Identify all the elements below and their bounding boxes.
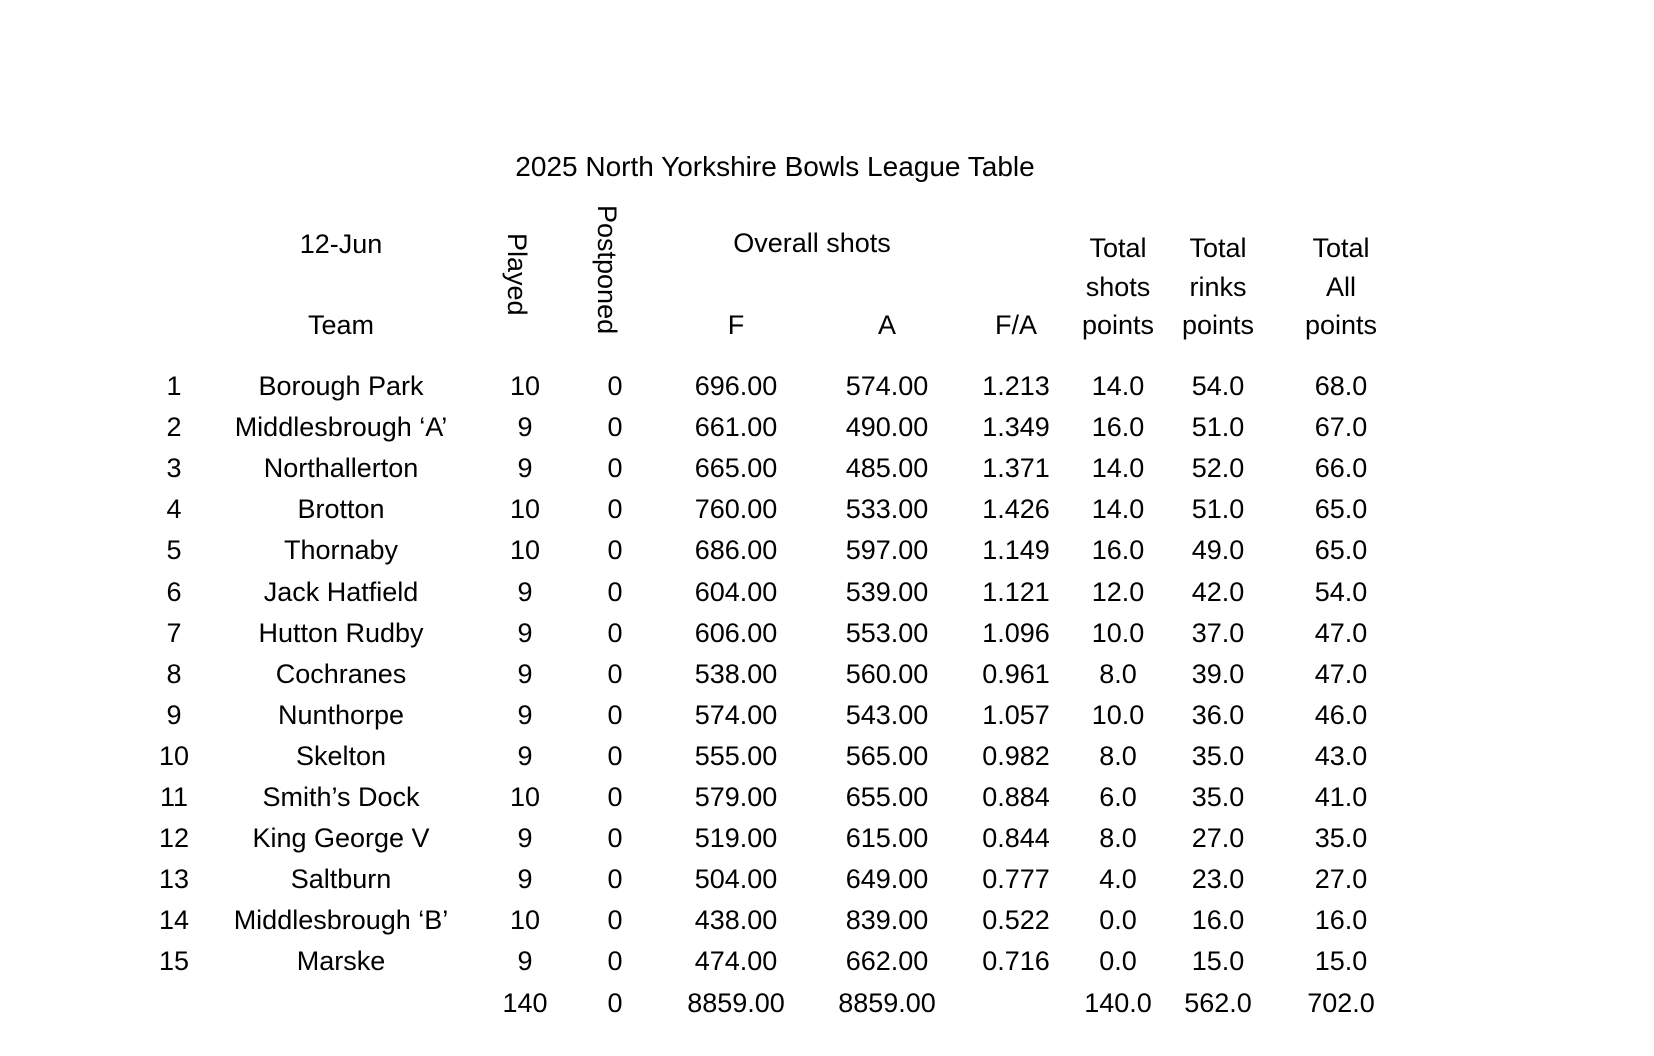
all-points-header-line: Total bbox=[1312, 233, 1370, 263]
played-cell: 9 bbox=[517, 946, 533, 977]
shots-points-cell: 16.0 bbox=[1091, 535, 1145, 566]
shots-points-cell: 8.0 bbox=[1099, 658, 1137, 689]
fa-ratio-cell: 1.057 bbox=[982, 699, 1050, 730]
shots-for-cell: 574.00 bbox=[694, 699, 778, 730]
all-points-cell: 66.0 bbox=[1314, 453, 1368, 484]
rinks-points-header-line: points bbox=[1181, 310, 1255, 340]
postponed-cell: 0 bbox=[607, 453, 623, 484]
table-row bbox=[0, 699, 1654, 742]
fa-ratio-cell: 0.884 bbox=[982, 782, 1050, 812]
fa-ratio-cell: 1.149 bbox=[982, 535, 1050, 566]
table-row bbox=[0, 866, 1654, 906]
shots-points-cell: 8.0 bbox=[1099, 823, 1137, 854]
played-cell: 9 bbox=[517, 740, 533, 771]
played-cell: 9 bbox=[517, 617, 533, 648]
rinks-points-cell: 15.0 bbox=[1191, 946, 1245, 977]
shots-against-cell: 539.00 bbox=[845, 576, 929, 607]
played-cell: 9 bbox=[517, 823, 533, 854]
rinks-points-cell: 27.0 bbox=[1191, 823, 1245, 854]
shots-for-cell: 474.00 bbox=[694, 946, 778, 977]
shots-for-cell: 760.00 bbox=[694, 494, 778, 525]
all-points-cell: 47.0 bbox=[1314, 617, 1368, 648]
shots-for-cell: 438.00 bbox=[694, 905, 778, 936]
totals-all-points: 702.0 bbox=[1307, 988, 1375, 1018]
team-name-cell: King George V bbox=[252, 823, 430, 854]
shots-against-cell: 655.00 bbox=[845, 782, 929, 812]
shots-points-header-line: points bbox=[1081, 310, 1155, 340]
postponed-cell: 0 bbox=[607, 535, 623, 566]
fa-ratio-cell: 1.371 bbox=[982, 453, 1050, 484]
all-points-cell: 27.0 bbox=[1314, 864, 1368, 895]
all-points-cell: 47.0 bbox=[1314, 658, 1368, 689]
shots-against-cell: 553.00 bbox=[845, 617, 929, 648]
team-name-cell: Smith’s Dock bbox=[262, 782, 420, 812]
position-cell: 15 bbox=[158, 946, 190, 977]
played-cell: 10 bbox=[509, 371, 541, 401]
postponed-cell: 0 bbox=[607, 494, 623, 525]
shots-for-cell: 519.00 bbox=[694, 823, 778, 854]
date-header: 12-Jun bbox=[299, 229, 383, 259]
shots-for-cell: 538.00 bbox=[694, 658, 778, 689]
table-row bbox=[0, 576, 1654, 619]
position-cell: 14 bbox=[158, 905, 190, 936]
position-cell: 9 bbox=[166, 699, 182, 730]
team-name-cell: Marske bbox=[296, 946, 386, 977]
fa-ratio-cell: 1.213 bbox=[982, 371, 1050, 401]
all-points-cell: 35.0 bbox=[1314, 823, 1368, 854]
shots-points-cell: 8.0 bbox=[1099, 740, 1137, 771]
shots-for-cell: 696.00 bbox=[694, 371, 778, 401]
all-points-cell: 65.0 bbox=[1314, 494, 1368, 525]
team-name-cell: Middlesbrough ‘A’ bbox=[234, 412, 448, 443]
team-header: Team bbox=[307, 310, 375, 340]
rinks-points-cell: 54.0 bbox=[1191, 371, 1245, 401]
all-points-cell: 68.0 bbox=[1314, 371, 1368, 401]
team-name-cell: Cochranes bbox=[275, 658, 407, 689]
f-header: F bbox=[727, 310, 745, 340]
postponed-cell: 0 bbox=[607, 371, 623, 401]
fa-ratio-cell: 0.844 bbox=[982, 823, 1050, 854]
played-cell: 10 bbox=[509, 782, 541, 812]
fa-ratio-cell: 1.096 bbox=[982, 617, 1050, 648]
rinks-points-cell: 49.0 bbox=[1191, 535, 1245, 566]
fa-ratio-cell: 1.426 bbox=[982, 494, 1050, 525]
totals-f: 8859.00 bbox=[687, 988, 785, 1018]
played-cell: 10 bbox=[509, 905, 541, 936]
team-name-cell: Skelton bbox=[295, 740, 387, 771]
fa-header: F/A bbox=[994, 310, 1038, 340]
all-points-cell: 15.0 bbox=[1314, 946, 1368, 977]
rinks-points-cell: 37.0 bbox=[1191, 617, 1245, 648]
shots-points-cell: 10.0 bbox=[1091, 699, 1145, 730]
played-cell: 9 bbox=[517, 412, 533, 443]
table-row bbox=[0, 948, 1654, 988]
shots-points-cell: 14.0 bbox=[1091, 494, 1145, 525]
shots-for-cell: 686.00 bbox=[694, 535, 778, 566]
position-cell: 4 bbox=[166, 494, 182, 525]
table-row bbox=[0, 373, 1654, 413]
position-cell: 5 bbox=[166, 535, 182, 566]
played-cell: 9 bbox=[517, 699, 533, 730]
all-points-header-line: points bbox=[1304, 310, 1378, 340]
fa-ratio-cell: 1.121 bbox=[982, 576, 1050, 607]
postponed-cell: 0 bbox=[607, 782, 623, 812]
fa-ratio-cell: 0.777 bbox=[982, 864, 1050, 895]
table-row bbox=[0, 907, 1654, 947]
shots-points-header-line: shots bbox=[1085, 272, 1151, 302]
table-row bbox=[0, 740, 1654, 783]
postponed-cell: 0 bbox=[607, 699, 623, 730]
table-row bbox=[0, 617, 1654, 660]
postponed-cell: 0 bbox=[607, 658, 623, 689]
played-header: Played bbox=[502, 233, 532, 316]
fa-ratio-cell: 0.961 bbox=[982, 658, 1050, 689]
position-cell: 6 bbox=[166, 576, 182, 607]
team-name-cell: Nunthorpe bbox=[277, 699, 405, 730]
shots-against-cell: 560.00 bbox=[845, 658, 929, 689]
all-points-cell: 41.0 bbox=[1314, 782, 1368, 812]
team-name-cell: Thornaby bbox=[283, 535, 399, 566]
rinks-points-header-line: Total bbox=[1189, 233, 1247, 263]
team-name-cell: Northallerton bbox=[263, 453, 419, 484]
totals-played: 140 bbox=[502, 988, 548, 1018]
rinks-points-cell: 42.0 bbox=[1191, 576, 1245, 607]
played-cell: 9 bbox=[517, 576, 533, 607]
totals-row bbox=[0, 990, 1654, 1030]
shots-against-cell: 839.00 bbox=[845, 905, 929, 936]
table-row bbox=[0, 496, 1654, 536]
position-cell: 8 bbox=[166, 658, 182, 689]
team-name-cell: Saltburn bbox=[290, 864, 392, 895]
fa-ratio-cell: 0.522 bbox=[982, 905, 1050, 936]
team-name-cell: Middlesbrough ‘B’ bbox=[233, 905, 449, 936]
shots-points-cell: 6.0 bbox=[1099, 782, 1137, 812]
table-row bbox=[0, 537, 1654, 577]
shots-against-cell: 543.00 bbox=[845, 699, 929, 730]
position-cell: 7 bbox=[166, 617, 182, 648]
shots-for-cell: 579.00 bbox=[694, 782, 778, 812]
rinks-points-cell: 51.0 bbox=[1191, 494, 1245, 525]
played-cell: 9 bbox=[517, 453, 533, 484]
postponed-cell: 0 bbox=[607, 823, 623, 854]
team-name-cell: Brotton bbox=[297, 494, 385, 525]
team-name-cell: Borough Park bbox=[258, 371, 424, 401]
shots-points-cell: 14.0 bbox=[1091, 453, 1145, 484]
rinks-points-cell: 39.0 bbox=[1191, 658, 1245, 689]
rinks-points-cell: 35.0 bbox=[1191, 740, 1245, 771]
shots-points-cell: 14.0 bbox=[1091, 371, 1145, 401]
position-cell: 1 bbox=[166, 371, 182, 401]
shots-against-cell: 649.00 bbox=[845, 864, 929, 895]
rinks-points-header-line: rinks bbox=[1189, 272, 1247, 302]
position-cell: 3 bbox=[166, 453, 182, 484]
postponed-header: Postponed bbox=[592, 205, 622, 335]
position-cell: 2 bbox=[166, 412, 182, 443]
shots-for-cell: 555.00 bbox=[694, 740, 778, 771]
shots-against-cell: 574.00 bbox=[845, 371, 929, 401]
shots-against-cell: 662.00 bbox=[845, 946, 929, 977]
shots-for-cell: 504.00 bbox=[694, 864, 778, 895]
rinks-points-cell: 23.0 bbox=[1191, 864, 1245, 895]
shots-points-cell: 0.0 bbox=[1099, 905, 1137, 936]
shots-against-cell: 485.00 bbox=[845, 453, 929, 484]
shots-points-cell: 16.0 bbox=[1091, 412, 1145, 443]
played-cell: 10 bbox=[509, 535, 541, 566]
position-cell: 13 bbox=[158, 864, 190, 895]
shots-points-cell: 12.0 bbox=[1091, 576, 1145, 607]
all-points-cell: 16.0 bbox=[1314, 905, 1368, 936]
table-row bbox=[0, 825, 1654, 865]
rinks-points-cell: 35.0 bbox=[1191, 782, 1245, 812]
team-name-cell: Hutton Rudby bbox=[258, 617, 424, 648]
overall-shots-header: Overall shots bbox=[733, 228, 891, 258]
page-title: 2025 North Yorkshire Bowls League Table bbox=[515, 151, 1035, 182]
position-cell: 11 bbox=[159, 782, 189, 812]
table-row bbox=[0, 414, 1654, 454]
postponed-cell: 0 bbox=[607, 946, 623, 977]
all-points-cell: 54.0 bbox=[1314, 576, 1368, 607]
postponed-cell: 0 bbox=[607, 864, 623, 895]
shots-against-cell: 597.00 bbox=[845, 535, 929, 566]
postponed-cell: 0 bbox=[607, 412, 623, 443]
shots-for-cell: 604.00 bbox=[694, 576, 778, 607]
played-cell: 9 bbox=[517, 864, 533, 895]
all-points-cell: 46.0 bbox=[1314, 699, 1368, 730]
table-row bbox=[0, 658, 1654, 701]
postponed-cell: 0 bbox=[607, 740, 623, 771]
table-row bbox=[0, 784, 1654, 824]
played-cell: 10 bbox=[509, 494, 541, 525]
all-points-header-line: All bbox=[1325, 272, 1357, 302]
shots-for-cell: 661.00 bbox=[694, 412, 778, 443]
fa-ratio-cell: 1.349 bbox=[982, 412, 1050, 443]
shots-points-cell: 10.0 bbox=[1091, 617, 1145, 648]
a-header: A bbox=[877, 310, 897, 340]
shots-against-cell: 615.00 bbox=[845, 823, 929, 854]
all-points-cell: 67.0 bbox=[1314, 412, 1368, 443]
all-points-cell: 65.0 bbox=[1314, 535, 1368, 566]
shots-points-cell: 4.0 bbox=[1099, 864, 1137, 895]
shots-against-cell: 490.00 bbox=[845, 412, 929, 443]
rinks-points-cell: 52.0 bbox=[1191, 453, 1245, 484]
shots-for-cell: 606.00 bbox=[694, 617, 778, 648]
totals-shots-points: 140.0 bbox=[1084, 988, 1152, 1018]
postponed-cell: 0 bbox=[607, 617, 623, 648]
shots-points-header-line: Total bbox=[1089, 233, 1147, 263]
rinks-points-cell: 36.0 bbox=[1191, 699, 1245, 730]
team-name-cell: Jack Hatfield bbox=[263, 576, 419, 607]
totals-rinks-points: 562.0 bbox=[1184, 988, 1252, 1018]
position-cell: 10 bbox=[158, 740, 190, 771]
shots-points-cell: 0.0 bbox=[1099, 946, 1137, 977]
postponed-cell: 0 bbox=[607, 905, 623, 936]
all-points-cell: 43.0 bbox=[1314, 740, 1368, 771]
table-row bbox=[0, 455, 1654, 495]
totals-postponed: 0 bbox=[607, 988, 623, 1018]
totals-a: 8859.00 bbox=[838, 988, 936, 1018]
rinks-points-cell: 16.0 bbox=[1191, 905, 1245, 936]
shots-against-cell: 533.00 bbox=[845, 494, 929, 525]
fa-ratio-cell: 0.982 bbox=[982, 740, 1050, 771]
played-cell: 9 bbox=[517, 658, 533, 689]
shots-against-cell: 565.00 bbox=[845, 740, 929, 771]
postponed-cell: 0 bbox=[607, 576, 623, 607]
shots-for-cell: 665.00 bbox=[694, 453, 778, 484]
rinks-points-cell: 51.0 bbox=[1191, 412, 1245, 443]
position-cell: 12 bbox=[158, 823, 190, 854]
fa-ratio-cell: 0.716 bbox=[982, 946, 1050, 977]
